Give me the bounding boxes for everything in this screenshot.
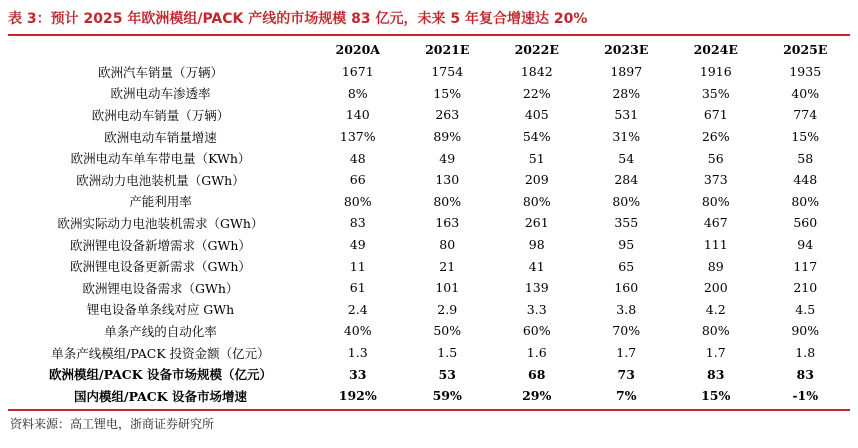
table-row xyxy=(8,169,850,191)
row-label: 单条产线的自动化率 xyxy=(104,323,217,339)
table-cell: 111 xyxy=(703,237,728,253)
table-cell: 83 xyxy=(349,215,366,231)
table-cell: 21 xyxy=(439,258,456,274)
header-cell xyxy=(8,38,313,61)
table-row xyxy=(8,104,850,126)
table-cell: 68 xyxy=(528,366,546,382)
table-cell: 261 xyxy=(524,215,549,231)
table-cell: 56 xyxy=(707,150,724,166)
table-cell: 60% xyxy=(522,323,551,339)
table-row xyxy=(8,277,850,299)
row-label: 欧洲模组/PACK 设备市场规模（亿元） xyxy=(49,367,272,383)
table-row xyxy=(8,83,850,105)
table-body xyxy=(8,61,850,407)
table-cell: 26% xyxy=(701,129,730,145)
table-cell: 671 xyxy=(703,107,728,123)
table-cell: 50% xyxy=(433,323,462,339)
table-cell: 1935 xyxy=(789,64,822,80)
row-label: 欧洲锂电设备需求（GWh） xyxy=(82,280,239,296)
table-cell: 80% xyxy=(701,323,730,339)
table-cell: 137% xyxy=(339,129,376,145)
table-cell: 209 xyxy=(524,172,549,188)
table-cell: 2.9 xyxy=(437,301,458,317)
table-cell: 2.4 xyxy=(347,301,368,317)
table-cell: 33 xyxy=(349,366,367,382)
table-cell: 49 xyxy=(349,237,366,253)
row-label: 欧洲锂电设备更新需求（GWh） xyxy=(70,259,251,275)
table-cell: 467 xyxy=(703,215,728,231)
table-cell: 1671 xyxy=(341,64,374,80)
table-cell: 51 xyxy=(528,150,545,166)
row-label: 锂电设备单条线对应 GWh xyxy=(86,302,235,318)
table-row xyxy=(8,320,850,342)
table-cell: 1.3 xyxy=(347,345,368,361)
table-cell: 284 xyxy=(614,172,639,188)
table-cell: 80% xyxy=(701,193,730,209)
row-label: 单条产线模组/PACK 投资金额（亿元） xyxy=(51,345,270,361)
row-label: 欧洲电动车渗透率 xyxy=(110,86,211,102)
table-row xyxy=(8,363,850,385)
table-cell: 3.3 xyxy=(526,301,547,317)
table-cell: 1.7 xyxy=(616,345,637,361)
table-cell: 80% xyxy=(612,193,641,209)
header-cell-2022e: 2022E xyxy=(514,42,559,57)
table-cell: 774 xyxy=(793,107,818,123)
header-cell-2023e: 2023E xyxy=(604,42,649,57)
table-cell: 80% xyxy=(433,193,462,209)
table-cell: 210 xyxy=(793,280,818,296)
table-cell: 139 xyxy=(524,280,549,296)
table-cell: 192% xyxy=(338,388,377,404)
table-row xyxy=(8,191,850,213)
table-cell: 61 xyxy=(349,280,366,296)
table-cell: 373 xyxy=(703,172,728,188)
table-cell: 1916 xyxy=(699,64,732,80)
table-cell: 8% xyxy=(347,85,368,101)
table-cell: 29% xyxy=(522,388,552,404)
table-cell: 15% xyxy=(701,388,731,404)
table-cell: 89 xyxy=(707,258,724,274)
table-row xyxy=(8,255,850,277)
table-cell: 1754 xyxy=(431,64,464,80)
table-cell: 4.5 xyxy=(795,301,816,317)
table-cell: 95 xyxy=(618,237,635,253)
table-cell: 73 xyxy=(617,366,635,382)
table-cell: 531 xyxy=(614,107,639,123)
table-cell: 355 xyxy=(614,215,639,231)
table-cell: 89% xyxy=(433,129,462,145)
table-cell: 1.6 xyxy=(526,345,547,361)
table-cell: 1897 xyxy=(610,64,643,80)
table-caption: 表 3：预计 2025 年欧洲模组/PACK 产线的市场规模 83 亿元，未来 5 年复合增速达 20% xyxy=(8,11,588,27)
table-cell: 130 xyxy=(435,172,460,188)
table-cell: 83 xyxy=(707,366,725,382)
table-row xyxy=(8,299,850,321)
table-cell: 65 xyxy=(618,258,635,274)
header-cell-2021e: 2021E xyxy=(425,42,470,57)
table-cell: 163 xyxy=(435,215,460,231)
row-label: 欧洲汽车销量（万辆） xyxy=(97,64,223,80)
table-cell: 48 xyxy=(349,150,366,166)
table-cell: -1% xyxy=(792,388,819,404)
table-cell: 40% xyxy=(343,323,372,339)
table-cell: 1.8 xyxy=(795,345,816,361)
table-row xyxy=(8,126,850,148)
source-note: 资料来源：高工锂电，浙商证券研究所 xyxy=(10,417,215,431)
table-cell: 560 xyxy=(793,215,818,231)
table-cell: 49 xyxy=(439,150,456,166)
table-cell: 7% xyxy=(615,388,637,404)
table-cell: 66 xyxy=(349,172,366,188)
table-cell: 54% xyxy=(522,129,551,145)
table-row xyxy=(8,61,850,83)
table-cell: 15% xyxy=(791,129,820,145)
table-row xyxy=(8,234,850,256)
table-cell: 53 xyxy=(438,366,456,382)
top-rule xyxy=(8,34,850,36)
table-cell: 4.2 xyxy=(705,301,726,317)
table-cell: 1.5 xyxy=(437,345,458,361)
data-table xyxy=(8,38,850,407)
table-cell: 15% xyxy=(433,85,462,101)
row-label: 国内模组/PACK 设备市场增速 xyxy=(74,388,247,404)
header-row xyxy=(8,38,850,61)
table-cell: 80% xyxy=(522,193,551,209)
row-label: 欧洲电动车销量增速 xyxy=(104,129,217,145)
table-cell: 200 xyxy=(703,280,728,296)
table-cell: 160 xyxy=(614,280,639,296)
table-cell: 80% xyxy=(791,193,820,209)
table-cell: 140 xyxy=(345,107,370,123)
row-label: 欧洲锂电设备新增需求（GWh） xyxy=(70,237,251,253)
table-cell: 59% xyxy=(432,388,462,404)
table-cell: 80 xyxy=(439,237,456,253)
table-cell: 41 xyxy=(528,258,545,274)
table-cell: 54 xyxy=(618,150,635,166)
table-cell: 117 xyxy=(793,258,818,274)
table-cell: 98 xyxy=(528,237,545,253)
table-cell: 80% xyxy=(343,193,372,209)
table-cell: 448 xyxy=(793,172,818,188)
table-cell: 83 xyxy=(796,366,814,382)
table-cell: 70% xyxy=(612,323,641,339)
table-cell: 405 xyxy=(524,107,549,123)
bottom-rule xyxy=(8,409,850,411)
table-cell: 94 xyxy=(797,237,814,253)
table-cell: 3.8 xyxy=(616,301,637,317)
header-cell-2024e: 2024E xyxy=(693,42,738,57)
table-cell: 58 xyxy=(797,150,814,166)
table-cell: 1.7 xyxy=(705,345,726,361)
table-cell: 11 xyxy=(349,258,366,274)
row-label: 欧洲动力电池装机量（GWh） xyxy=(76,172,245,188)
row-label: 欧洲电动车销量（万辆） xyxy=(91,107,230,123)
header-cell-2020a: 2020A xyxy=(335,42,380,57)
row-label: 产能利用率 xyxy=(129,194,192,210)
row-label: 欧洲电动车单车带电量（KWh） xyxy=(70,151,251,167)
table-row xyxy=(8,147,850,169)
table-row xyxy=(8,385,850,407)
table-row xyxy=(8,342,850,364)
table-cell: 31% xyxy=(612,129,641,145)
table-cell: 35% xyxy=(701,85,730,101)
table-cell: 28% xyxy=(612,85,641,101)
table-row xyxy=(8,212,850,234)
table-cell: 101 xyxy=(435,280,460,296)
table-cell: 1842 xyxy=(520,64,553,80)
table-cell: 263 xyxy=(435,107,460,123)
table-cell: 40% xyxy=(791,85,820,101)
row-label: 欧洲实际动力电池装机需求（GWh） xyxy=(57,215,264,231)
table-cell: 22% xyxy=(522,85,551,101)
header-cell-2025e: 2025E xyxy=(783,42,828,57)
table-cell: 90% xyxy=(791,323,820,339)
